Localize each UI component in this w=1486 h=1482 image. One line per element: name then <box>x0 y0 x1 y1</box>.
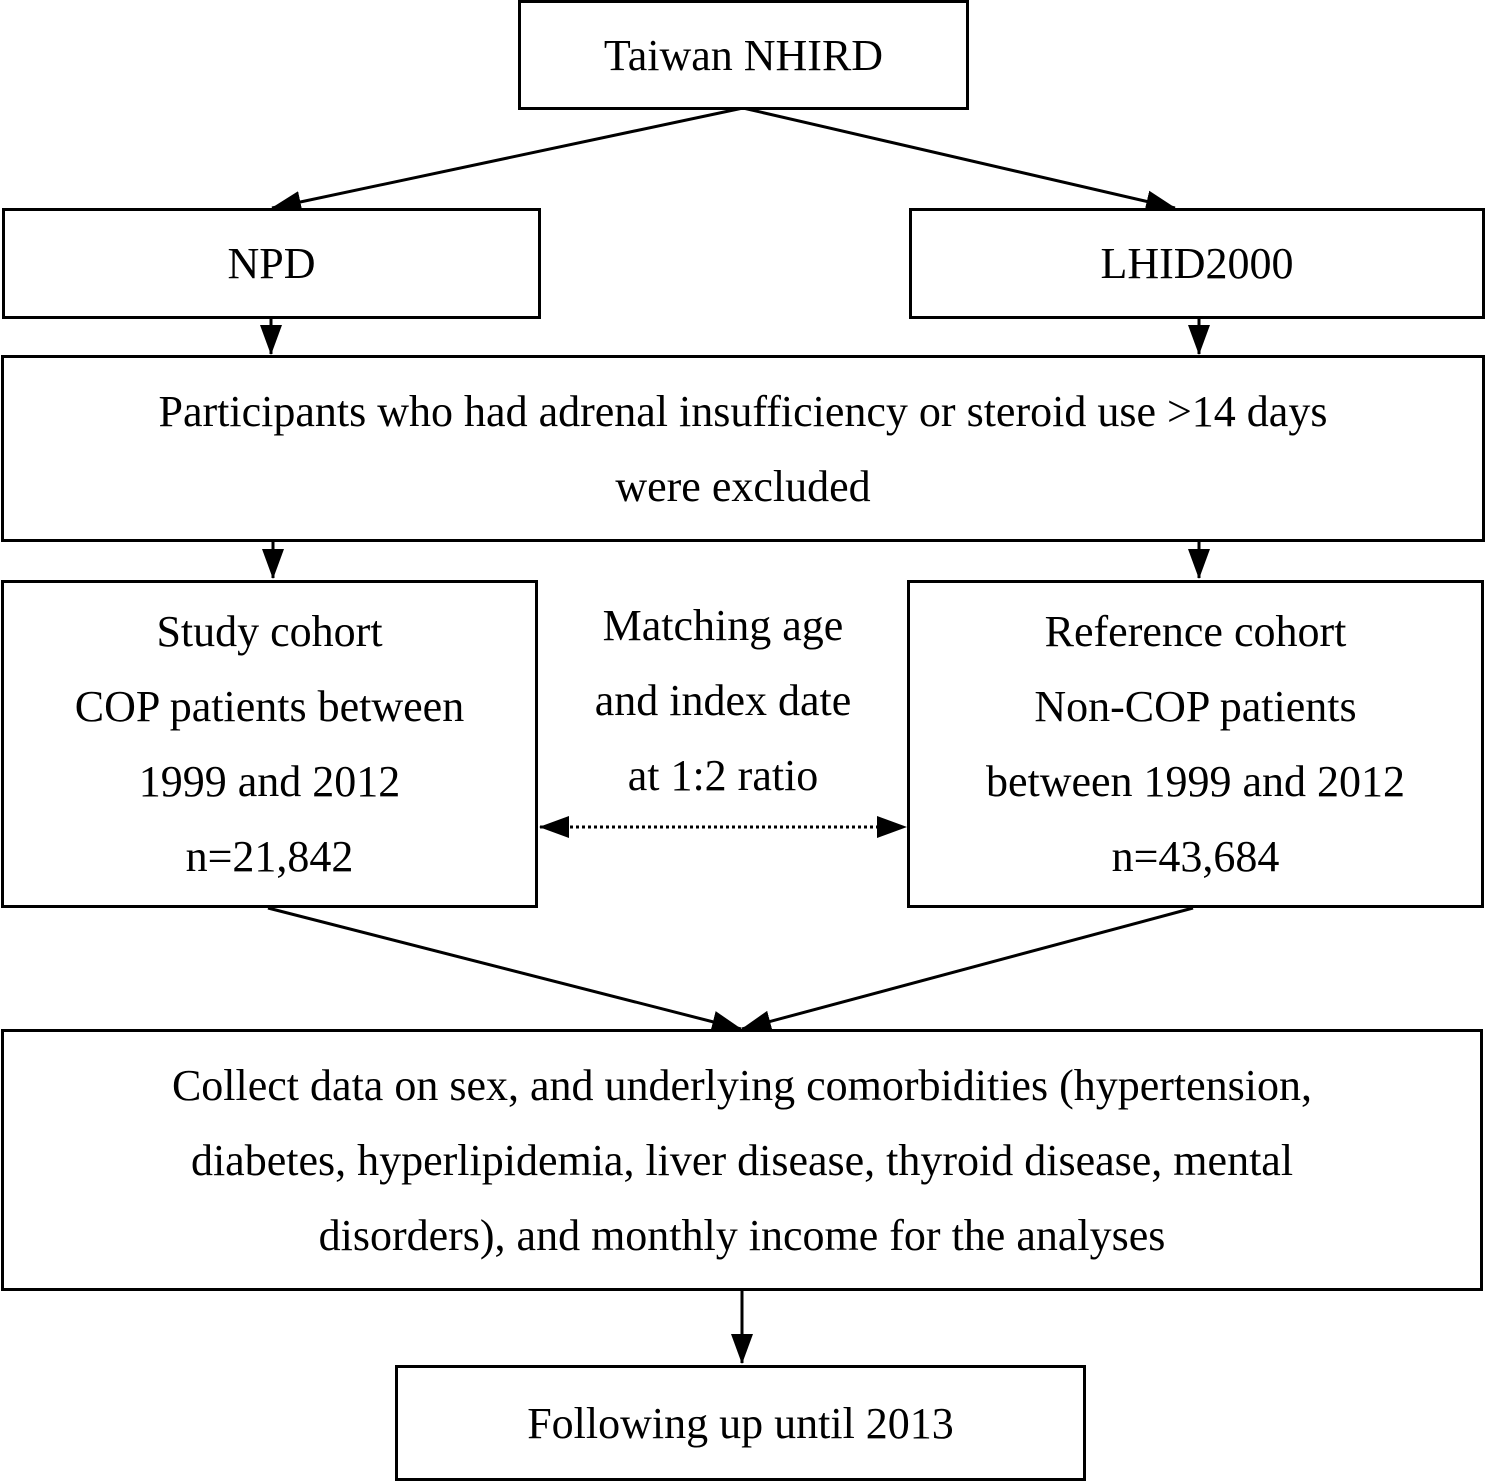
node-reference-cohort <box>907 580 1484 908</box>
node-label-line-2: diabetes, hyperlipidemia, liver disease, thyroid disease, mental <box>190 1135 1294 1185</box>
node-label-line-1: Participants who had adrenal insufficiency or steroid use >14 days <box>158 386 1328 436</box>
node-label: LHID2000 <box>1100 239 1294 288</box>
matching-label-line-2: and index date <box>594 676 852 725</box>
arrow-reference-to-collect <box>742 908 1193 1029</box>
node-label-line-1: Study cohort <box>156 607 383 656</box>
node-taiwan-nhird <box>518 0 969 110</box>
node-label-line-1: Reference cohort <box>1044 607 1347 656</box>
node-label-line-3: disorders), and monthly income for the analyses <box>318 1210 1166 1260</box>
arrow-source-to-npd <box>272 108 743 208</box>
node-following-up <box>395 1365 1086 1481</box>
node-lhid2000 <box>909 208 1485 319</box>
node-label-line-3: between 1999 and 2012 <box>985 757 1406 806</box>
node-study-cohort <box>1 580 538 908</box>
arrow-source-to-lhid <box>743 108 1175 208</box>
node-label-line-2: COP patients between <box>74 682 465 731</box>
arrow-study-to-collect <box>268 908 741 1029</box>
matching-label-line-1: Matching age <box>602 601 844 650</box>
node-label: Taiwan NHIRD <box>603 30 884 80</box>
matching-label-line-3: at 1:2 ratio <box>627 751 819 800</box>
node-label-line-4: n=21,842 <box>185 832 354 881</box>
node-label-line-4: n=43,684 <box>1111 832 1280 881</box>
node-npd <box>2 208 541 319</box>
node-collect-data <box>1 1029 1483 1291</box>
node-exclusion-criteria <box>1 355 1485 542</box>
matching-label <box>540 588 906 813</box>
node-label-line-2: Non-COP patients <box>1034 682 1357 731</box>
node-label: NPD <box>227 239 316 288</box>
node-label-line-1: Collect data on sex, and underlying comorbidities (hypertension, <box>171 1060 1313 1110</box>
node-label-line-2: were excluded <box>615 461 871 511</box>
node-label: Following up until 2013 <box>527 1398 954 1448</box>
node-label-line-3: 1999 and 2012 <box>138 757 401 806</box>
